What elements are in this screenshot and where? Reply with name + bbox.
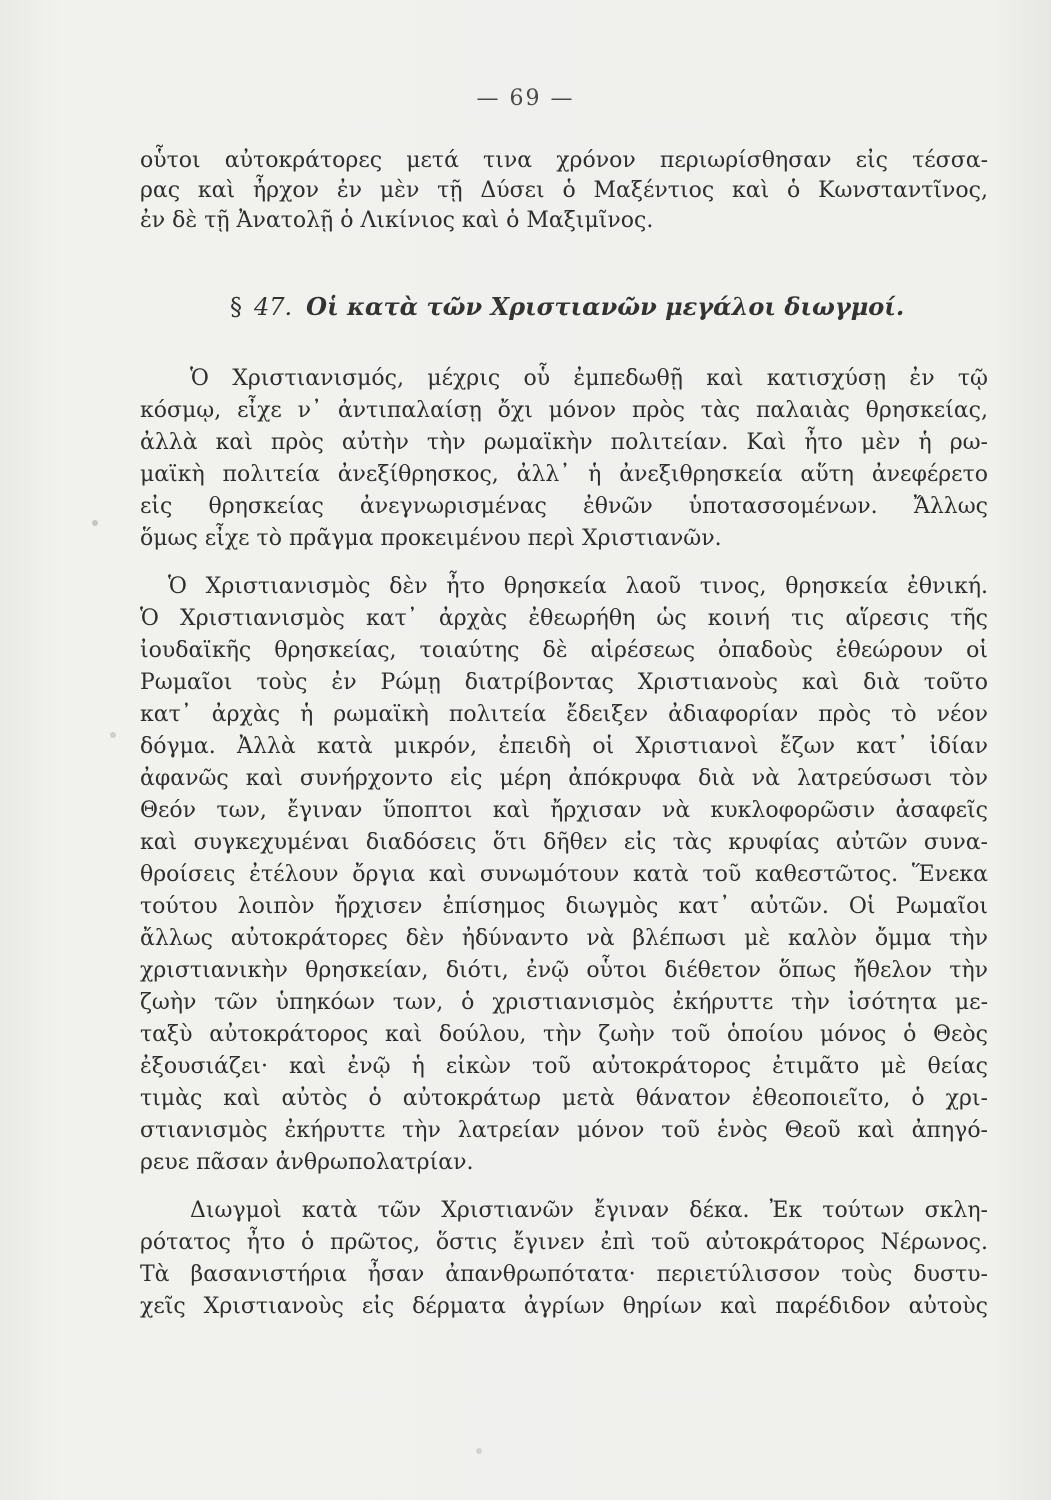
- text-line: ταξὺ αὐτοκράτορος καὶ δούλου, τὴν ζωὴν τοῦ ὁποίου μόνος ὁ Θεὸς: [140, 1022, 988, 1047]
- text-line: Θεόν των, ἔγιναν ὕποπτοι καὶ ἤρχισαν νὰ κυκλοφορῶσιν ἀσαφεῖς: [140, 798, 988, 823]
- text-line: τούτου λοιπὸν ἤρχισεν ἐπίσημος διωγμὸς κατ᾿ αὐτῶν. Οἱ Ρωμαῖοι: [140, 894, 988, 919]
- page-number: — 69 —: [476, 86, 575, 111]
- text-line: ἀφανῶς καὶ συνήρχοντο εἰς μέρη ἀπόκρυφα διὰ νὰ λατρεύσωσι τὸν: [140, 766, 988, 791]
- text-line: ἄλλως αὐτοκράτορες δὲν ἠδύναντο νὰ βλέπωσι μὲ καλὸν ὄμμα τὴν: [140, 926, 988, 951]
- print-speck: [92, 520, 98, 526]
- print-speck: [476, 1448, 482, 1454]
- text-line: εἰς θρησκείας ἀνεγνωρισμένας ἐθνῶν ὑποτασσομένων. Ἄλλως: [140, 494, 988, 519]
- text-line: καὶ συγκεχυμέναι διαδόσεις ὅτι δῆθεν εἰς τὰς κρυφίας αὐτῶν συνα-: [140, 830, 988, 855]
- text-line: ρευε πᾶσαν ἀνθρωπολατρίαν.: [140, 1150, 474, 1175]
- text-line: ἀλλὰ καὶ πρὸς αὐτὴν τὴν ρωμαϊκὴν πολιτείαν. Καὶ ἦτο μὲν ἡ ρω-: [140, 430, 988, 455]
- text-line: Διωγμοὶ κατὰ τῶν Χριστιανῶν ἔγιναν δέκα. Ἐκ τούτων σκλη-: [190, 1198, 988, 1223]
- text-line: δόγμα. Ἀλλὰ κατὰ μικρόν, ἐπειδὴ οἱ Χριστιανοὶ ἔζων κατ᾿ ἰδίαν: [140, 734, 988, 759]
- text-line: τιμὰς καὶ αὐτὸς ὁ αὐτοκράτωρ μετὰ θάνατον ἐθεοποιεῖτο, ὁ χρι-: [140, 1086, 988, 1111]
- text-line: ἰουδαϊκῆς θρησκείας, τοιαύτης δὲ αἱρέσεως ὀπαδοὺς ἐθεώρουν οἱ: [140, 638, 988, 663]
- print-speck: [110, 732, 116, 738]
- text-line: ρότατος ἦτο ὁ πρῶτος, ὅστις ἔγινεν ἐπὶ τοῦ αὐτοκράτορος Νέρωνος.: [140, 1230, 988, 1255]
- text-line: θροίσεις ἐτέλουν ὄργια καὶ συνωμότουν κατὰ τοῦ καθεστῶτος. Ἕνεκα: [140, 862, 988, 887]
- text-line: οὗτοι αὐτοκράτορες μετά τινα χρόνον περιωρίσθησαν εἰς τέσσα-: [140, 148, 988, 173]
- section-heading: [230, 292, 904, 321]
- text-line: ὅμως εἶχε τὸ πρᾶγμα προκειμένου περὶ Χριστιανῶν.: [140, 526, 722, 551]
- text-line: Ρωμαῖοι τοὺς ἐν Ρώμῃ διατρίβοντας Χριστιανοὺς καὶ διὰ τοῦτο: [140, 670, 988, 695]
- text-line: μαϊκὴ πολιτεία ἀνεξίθρησκος, ἀλλ᾿ ἡ ἀνεξιθρησκεία αὕτη ἀνεφέρετο: [140, 462, 988, 487]
- text-line: ἐν δὲ τῇ Ἀνατολῇ ὁ Λικίνιος καὶ ὁ Μαξιμῖνος.: [140, 208, 654, 233]
- section-symbol: §: [230, 293, 242, 321]
- text-line: χριστιανικὴν θρησκείαν, διότι, ἐνῷ οὗτοι διέθετον ὅπως ἤθελον τὴν: [140, 958, 988, 983]
- section-number: 47.: [254, 293, 293, 321]
- text-line: ἐξουσιάζει· καὶ ἐνῷ ἡ εἰκὼν τοῦ αὐτοκράτορος ἐτιμᾶτο μὲ θείας: [140, 1054, 988, 1079]
- text-line: Ὁ Χριστιανισμὸς δὲν ἦτο θρησκεία λαοῦ τινος, θρησκεία ἐθνική.: [168, 574, 988, 599]
- text-line: ζωὴν τῶν ὑπηκόων των, ὁ χριστιανισμὸς ἐκήρυττε τὴν ἰσότητα με-: [140, 990, 988, 1015]
- section-title: Οἱ κατὰ τῶν Χριστιανῶν μεγάλοι διωγμοί.: [306, 292, 905, 321]
- text-line: χεῖς Χριστιανοὺς εἰς δέρματα ἀγρίων θηρίων καὶ παρέδιδον αὐτοὺς: [140, 1294, 988, 1319]
- text-line: ρας καὶ ἦρχον ἐν μὲν τῇ Δύσει ὁ Μαξέντιος καὶ ὁ Κωνσταντῖνος,: [140, 178, 988, 203]
- text-line: κατ᾿ ἀρχὰς ἡ ρωμαϊκὴ πολιτεία ἔδειξεν ἀδιαφορίαν πρὸς τὸ νέον: [140, 702, 988, 727]
- text-line: Ὁ Χριστιανισμὸς κατ᾿ ἀρχὰς ἐθεωρήθη ὡς κοινή τις αἵρεσις τῆς: [140, 606, 988, 631]
- text-line: κόσμῳ, εἶχε ν᾿ ἀντιπαλαίσῃ ὄχι μόνον πρὸς τὰς παλαιὰς θρησκείας,: [140, 398, 988, 423]
- text-line: στιανισμὸς ἐκήρυττε τὴν λατρείαν μόνον τοῦ ἑνὸς Θεοῦ καὶ ἀπηγό-: [140, 1118, 988, 1143]
- text-line: Ὁ Χριστιανισμός, μέχρις οὗ ἐμπεδωθῇ καὶ κατισχύσῃ ἐν τῷ: [190, 366, 988, 391]
- text-line: Τὰ βασανιστήρια ἦσαν ἀπανθρωπότατα· περιετύλισσον τοὺς δυστυ-: [140, 1262, 988, 1287]
